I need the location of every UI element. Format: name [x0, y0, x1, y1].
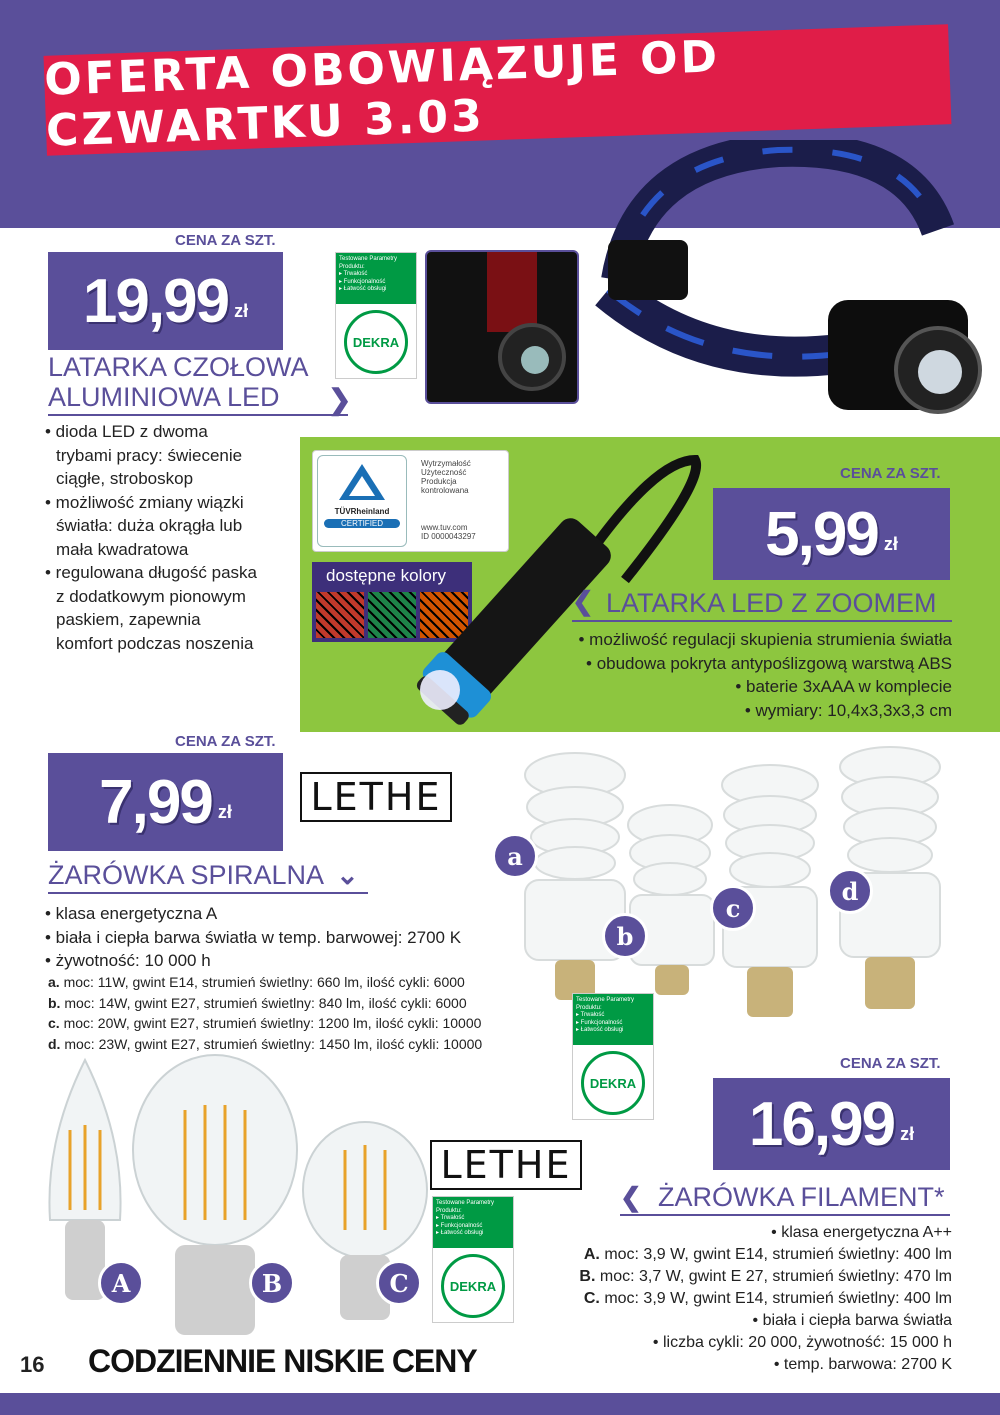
headlamp-price: 19,99	[82, 266, 229, 336]
variant-text: moc: 3,7 W, gwint E 27, strumień świetlny: 470 lm	[599, 1268, 952, 1285]
variant-text: moc: 14W, gwint E27, strumień świetlny: 840 lm, ilość cykli: 6000	[64, 994, 467, 1011]
variant-line	[48, 972, 482, 993]
feature-line: • biała i ciepła barwa światła	[752, 1312, 952, 1329]
spiral-variants	[48, 972, 482, 1054]
lethe-logo: LETHE	[430, 1140, 582, 1190]
feature-line: • możliwość zmiany wiązki	[45, 492, 244, 512]
flashlight-title: LATARKA LED Z ZOOMEM	[606, 588, 937, 618]
tuv-line: Produkcja	[421, 477, 457, 486]
bulb-label-d: d	[827, 868, 873, 914]
dekra-logo: DEKRA	[344, 310, 408, 374]
variant-key: C.	[583, 1290, 600, 1307]
variant-line	[579, 1266, 952, 1288]
chevron-left-icon: ❮	[620, 1182, 642, 1212]
dekra-line: Testowane Parametry	[339, 256, 398, 262]
bulb-label-a: a	[492, 833, 538, 879]
feature-line: • baterie 3xAAA w komplecie	[735, 677, 952, 696]
variant-key: d.	[48, 1035, 61, 1052]
dekra-line: Testowane Parametry	[436, 1200, 495, 1206]
flashlight-price-label: CENA ZA SZT.	[840, 465, 941, 482]
feature-line: • klasa energetyczna A	[45, 904, 218, 923]
color-swatch-red	[316, 592, 364, 638]
spiral-title	[48, 860, 368, 894]
feature-line: • obudowa pokryta antypoślizgową warstwą ABS	[586, 653, 952, 673]
flashlight-price: 5,99	[765, 499, 878, 569]
dekra-line: Testowane Parametry	[576, 997, 635, 1003]
spiral-price-label: CENA ZA SZT.	[175, 733, 276, 750]
variant-text: moc: 11W, gwint E14, strumień świetlny: 660 lm, ilość cykli: 6000	[63, 974, 465, 990]
feature-line: • regulowana długość paska	[45, 563, 257, 582]
filament-features	[579, 1222, 952, 1376]
variant-text: moc: 20W, gwint E27, strumień świetlny: 1200 lm, ilość cykli: 10000	[63, 1015, 482, 1031]
variant-line	[48, 993, 482, 1014]
bulb-label-c: c	[710, 885, 756, 931]
feature-line: • temp. barwowa: 2700 K	[773, 1356, 952, 1373]
dekra-certificate	[572, 993, 654, 1120]
feature-line: • wymiary: 10,4x3,3x3,3 cm	[744, 700, 952, 720]
headlamp-detail-icon	[427, 252, 577, 402]
feature-line: • możliwość regulacji skupienia strumienia światła	[578, 630, 952, 649]
spiral-price-box	[48, 753, 283, 851]
dekra-line: ▸ Trwałość	[339, 271, 368, 277]
offer-banner-text: OFERTA OBOWIĄZUJE OD CZWARTKU 3.03	[43, 31, 721, 157]
filament-price: 16,99	[748, 1089, 895, 1159]
tuv-url: www.tuv.com	[421, 523, 468, 532]
flashlight-features	[579, 628, 953, 722]
bulb-label-B: B	[249, 1260, 295, 1306]
tuv-logo	[317, 455, 407, 547]
variant-key: b.	[48, 994, 61, 1011]
dekra-cert-text	[336, 253, 416, 304]
feature-line: światła: duża okrągła lub	[56, 516, 243, 535]
filament-title: ŻARÓWKA FILAMENT*	[658, 1182, 945, 1212]
feature-line: • liczba cykli: 20 000, żywotność: 15 000 h	[652, 1334, 952, 1351]
tuv-triangle-icon	[337, 462, 387, 502]
dekra-line: ▸ Trwałość	[436, 1215, 465, 1221]
dekra-certificate	[432, 1196, 514, 1323]
tuv-line: Użyteczność	[421, 468, 467, 477]
chevron-down-icon: ⌄	[336, 860, 359, 890]
variant-text: moc: 3,9 W, gwint E14, strumień świetlny: 400 lm	[604, 1246, 952, 1263]
spiral-price: 7,99	[99, 767, 212, 837]
headlamp-title-line1: LATARKA CZOŁOWA	[48, 352, 309, 382]
tuv-id: ID 0000043297	[421, 532, 476, 541]
dekra-line: Produktu:	[576, 1004, 602, 1011]
dekra-logo: DEKRA	[441, 1254, 505, 1318]
dekra-logo: DEKRA	[581, 1051, 645, 1115]
dekra-cert-text	[573, 994, 653, 1045]
headlamp-title	[48, 352, 348, 416]
dekra-cert-text	[433, 1197, 513, 1248]
chevron-left-icon: ❮	[572, 586, 594, 616]
feature-line: mała kwadratowa	[56, 539, 189, 559]
headlamp-image	[578, 140, 998, 440]
feature-line: paskiem, zapewnia	[56, 610, 201, 629]
bulb-label-C: C	[376, 1260, 422, 1306]
bulb-label-A: A	[98, 1260, 144, 1306]
headlamp-detail-photo	[425, 250, 579, 404]
headlamp-price-label: CENA ZA SZT.	[175, 232, 276, 249]
headlamp-price-box	[48, 252, 283, 350]
footer-band	[0, 1393, 1000, 1415]
feature-line: ciągłe, stroboskop	[56, 469, 194, 488]
variant-key: c.	[48, 1015, 60, 1031]
headlamp-features	[45, 420, 257, 655]
dekra-line: ▸ Trwałość	[576, 1012, 605, 1018]
flashlight-currency: zł	[883, 533, 898, 554]
dekra-line: ▸ Łatwość obsługi	[339, 286, 387, 292]
feature-line: z dodatkowym pionowym	[56, 586, 246, 606]
feature-line: • biała i ciepła barwa światła w temp. barwowej: 2700 K	[45, 927, 462, 947]
filament-currency: zł	[900, 1123, 915, 1144]
flashlight-title-underline	[572, 620, 952, 622]
flashlight-price-box	[713, 488, 950, 580]
variant-text: moc: 23W, gwint E27, strumień świetlny: 1450 lm, ilość cykli: 10000	[64, 1035, 483, 1052]
variant-line	[579, 1244, 952, 1266]
chevron-right-icon: ❯	[328, 384, 352, 415]
footer-slogan: CODZIENNIE NISKIE CENY	[88, 1343, 477, 1379]
filament-price-label: CENA ZA SZT.	[840, 1055, 941, 1072]
tuv-certified: CERTIFIED	[324, 519, 400, 528]
headlamp-title-line2: ALUMINIOWA LED	[48, 382, 280, 412]
variant-key: B.	[579, 1268, 596, 1285]
dekra-line: ▸ Funkcjonalność	[339, 278, 386, 285]
tuv-brand: TÜVRheinland	[334, 507, 390, 516]
feature-line: komfort podczas noszenia	[56, 633, 254, 653]
dekra-line: ▸ Funkcjonalność	[436, 1222, 483, 1229]
filament-price-box	[713, 1078, 950, 1170]
available-colors-label: dostępne kolory	[326, 566, 447, 585]
filament-bulbs-image	[25, 1050, 435, 1350]
page-number: 16	[20, 1352, 45, 1377]
feature-line: • dioda LED z dwoma	[45, 422, 208, 441]
dekra-line: ▸ Łatwość obsługi	[436, 1230, 484, 1236]
variant-key: a.	[48, 974, 60, 990]
tuv-line: kontrolowana	[421, 486, 469, 495]
bulb-label-b: b	[602, 913, 648, 959]
feature-line: • żywotność: 10 000 h	[45, 951, 211, 970]
spiral-features	[45, 902, 461, 973]
filament-title-underline	[620, 1214, 950, 1216]
spiral-currency: zł	[217, 801, 232, 822]
lethe-logo: LETHE	[300, 772, 452, 822]
spiral-title-text: ŻARÓWKA SPIRALNA	[48, 860, 323, 890]
tuv-line: Wytrzymałość	[421, 459, 471, 468]
variant-key: A.	[583, 1246, 600, 1263]
dekra-line: ▸ Funkcjonalność	[576, 1019, 623, 1026]
feature-line: • klasa energetyczna A++	[771, 1224, 952, 1241]
variant-line	[48, 1013, 482, 1034]
variant-line	[579, 1288, 952, 1310]
headlamp-currency: zł	[234, 300, 249, 321]
variant-text: moc: 3,9 W, gwint E14, strumień świetlny: 400 lm	[604, 1290, 952, 1307]
dekra-line: Produktu:	[436, 1207, 462, 1214]
feature-line: trybami pracy: świecenie	[56, 445, 243, 465]
dekra-line: ▸ Łatwość obsługi	[576, 1027, 624, 1033]
dekra-line: Produktu:	[339, 263, 365, 270]
